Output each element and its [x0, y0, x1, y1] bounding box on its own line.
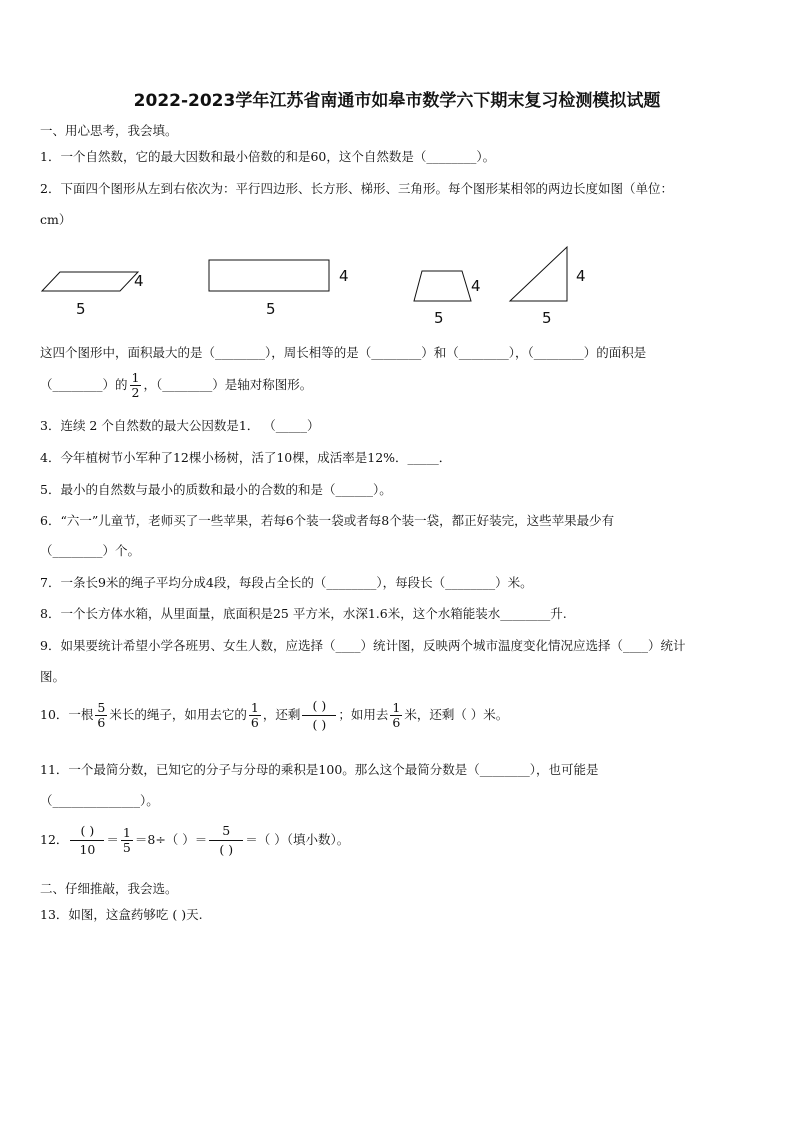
fraction-one-sixth [249, 701, 261, 730]
parallelogram-base-label: 5 [76, 300, 86, 318]
rectangle-figure [209, 260, 349, 318]
question-9-line-2: 图。 [40, 669, 66, 684]
parallelogram-side-label: 4 [134, 272, 144, 290]
fraction-numerator: 1 [122, 825, 131, 840]
question-11-line-2: （______________）。 [40, 793, 159, 808]
rectangle-side-label: 4 [339, 267, 349, 285]
fraction-one-half [130, 371, 142, 400]
question-7: 7．一条长9米的绳子平均分成4段，每段占全长的（________），每段长（________）米。 [40, 575, 533, 590]
fraction-one-fifth [121, 826, 133, 855]
trapezoid-side-label: 4 [471, 277, 481, 295]
fraction-denominator: 6 [250, 715, 259, 730]
question-10-text-a: 10．一根 [40, 707, 94, 722]
question-11-line-1: 11．一个最简分数，已知它的分子与分母的乘积是100。那么这个最简分数是（________），也可能是 [40, 762, 599, 777]
question-2-figures [30, 240, 650, 330]
fraction-numerator: ( ) [70, 822, 104, 841]
fraction-numerator: 1 [392, 700, 401, 715]
section-heading-choose: 二、仔细推敲，我会选。 [40, 881, 178, 896]
fraction-numerator: 5 [209, 822, 243, 841]
fraction-numerator: 5 [97, 700, 106, 715]
fraction-denominator: ( ) [219, 842, 234, 857]
fraction-denominator: 10 [79, 842, 96, 857]
fraction-denominator: 5 [122, 840, 131, 855]
triangle-figure [510, 247, 586, 327]
question-6-line-2: （________）个。 [40, 543, 141, 558]
question-5: 5．最小的自然数与最小的质数和最小的合数的和是（______）。 [40, 482, 392, 497]
question-10-text-d: ；如用去 [338, 707, 389, 722]
triangle-side-label: 4 [576, 267, 586, 285]
question-12-text-c: ＝（ ）（填小数）。 [245, 832, 350, 847]
rectangle-base-label: 5 [266, 300, 276, 318]
question-6-line-1: 6．“六一”儿童节，老师买了一些苹果，若每6个装一袋或者每8个装一袋，都正好装完，这些苹果最少有 [40, 513, 615, 528]
question-3: 3．连续 2 个自然数的最大公因数是1． （_____） [40, 418, 320, 433]
question-2-line-2: cm） [40, 212, 72, 227]
question-2-line-1: 2．下面四个图形从左到右依次为：平行四边形、长方形、梯形、三角形。每个图形某相邻的两边长度如图（单位： [40, 181, 673, 196]
fraction-five-sixths [95, 701, 107, 730]
parallelogram-figure [42, 272, 144, 318]
question-9-line-1: 9．如果要统计希望小学各班男、女生人数，应选择（____）统计图，反映两个城市温度变化情况应选择（____）统计 [40, 638, 686, 653]
trapezoid-figure [414, 271, 481, 327]
question-10-text-c: ，还剩 [262, 707, 301, 722]
section-heading-fill: 一、用心思考，我会填。 [40, 123, 178, 138]
question-8: 8．一个长方体水箱，从里面量，底面积是25 平方米，水深1.6米，这个水箱能装水________升. [40, 606, 567, 621]
page-title: 2022-2023学年江苏省南通市如皋市数学六下期末复习检测模拟试题 [133, 91, 661, 111]
question-10-text-b: 米长的绳子，如用去它的 [109, 707, 247, 722]
question-12-text-a: 12． [40, 832, 69, 847]
fraction-five-over-blank [209, 822, 243, 859]
question-2-line-4-b: ，（________）是轴对称图形。 [143, 377, 313, 392]
fraction-blank-over-ten [70, 822, 104, 859]
question-10-text-e: 米，还剩（ ）米。 [404, 707, 509, 722]
question-10 [40, 697, 508, 734]
fraction-one-sixth-meter [390, 701, 402, 730]
fraction-denominator: 2 [131, 385, 140, 400]
triangle-base-label: 5 [542, 309, 552, 327]
question-13: 13．如图，这盒药够吃 ( )天. [40, 907, 203, 922]
question-12 [40, 822, 349, 859]
question-1: 1．一个自然数，它的最大因数和最小倍数的和是60，这个自然数是（________）。 [40, 149, 496, 164]
question-2-line-4-a: （________）的 [40, 377, 128, 392]
question-2-line-3: 这四个图形中，面积最大的是（________），周长相等的是（________）和（________），（________）的面积是 [40, 345, 647, 360]
fraction-numerator: 1 [131, 370, 140, 385]
fraction-numerator: ( ) [302, 697, 336, 716]
question-12-text-b: ＝8÷（ ）＝ [134, 832, 208, 847]
fraction-denominator: 6 [392, 715, 401, 730]
question-2-line-4 [40, 371, 312, 400]
fraction-numerator: 1 [250, 700, 259, 715]
fraction-denominator: ( ) [312, 717, 327, 732]
fraction-denominator: 6 [97, 715, 106, 730]
equals-sign: ＝ [106, 832, 119, 847]
fraction-blank [302, 697, 336, 734]
trapezoid-base-label: 5 [434, 309, 444, 327]
question-4: 4．今年植树节小军种了12棵小杨树，活了10棵，成活率是12%．_____． [40, 450, 452, 465]
